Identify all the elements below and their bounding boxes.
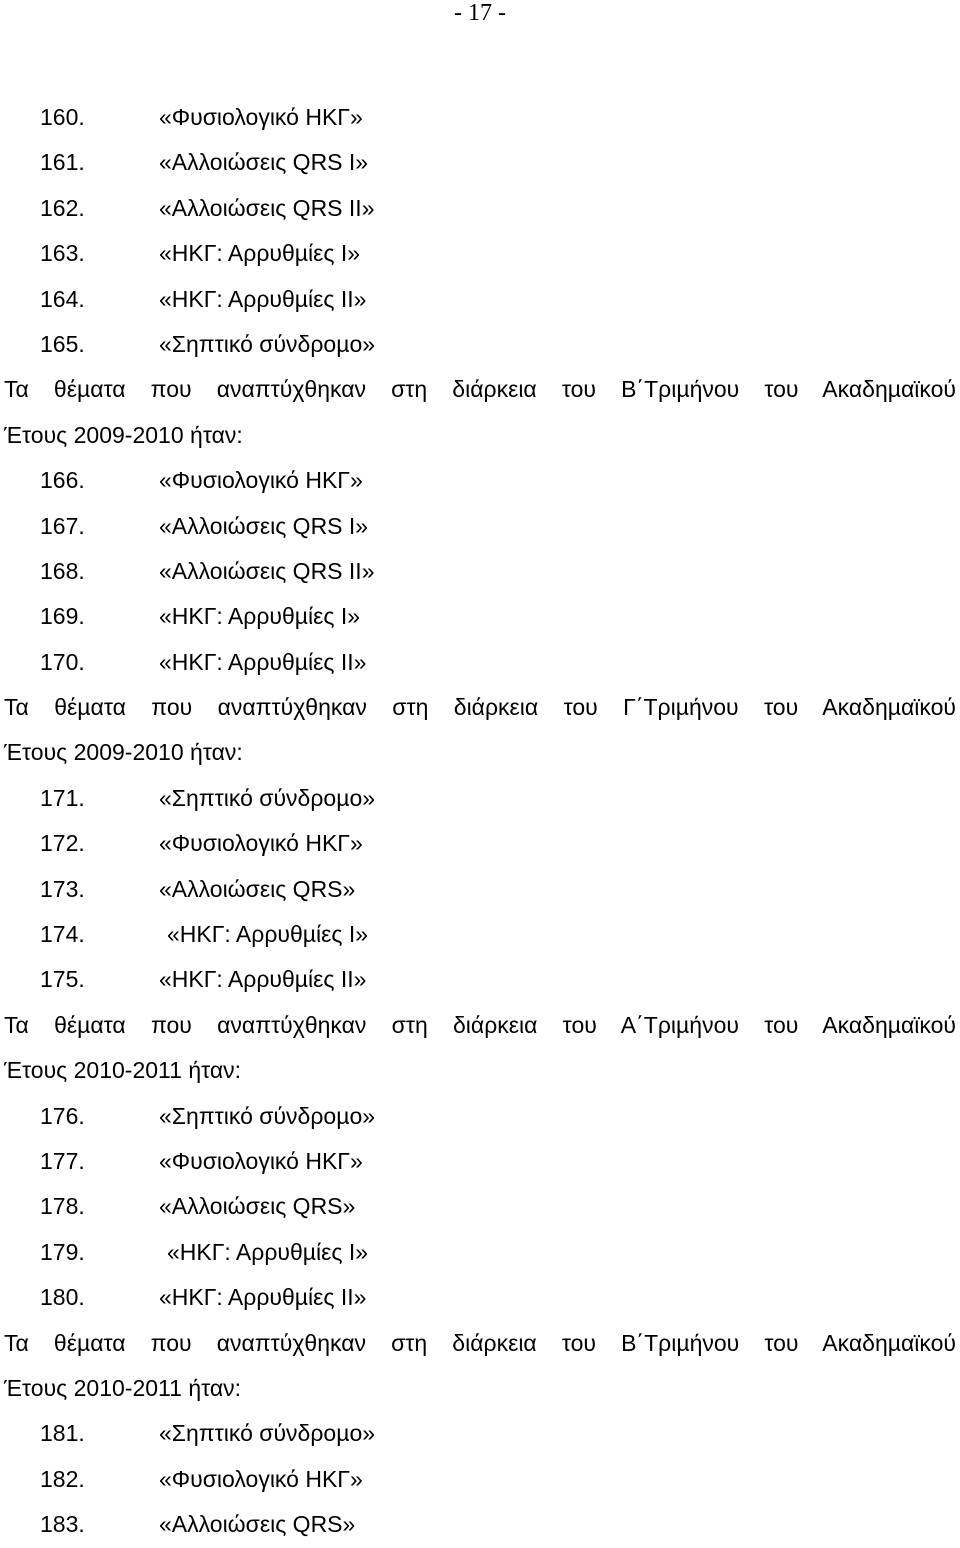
item-number: 175. (40, 966, 85, 993)
list-item (0, 1094, 960, 1139)
list-item (0, 186, 960, 231)
section-heading: Τα θέµατα που αναπτύχθηκαν στη διάρκεια του Γ΄Τριµήνου του Ακαδηµαϊκού (4, 694, 956, 721)
list-item (0, 231, 960, 276)
list-item (0, 1457, 960, 1502)
section-heading: Τα θέµατα που αναπτύχθηκαν στη διάρκεια του Β΄Τριµήνου του Ακαδηµαϊκού (4, 1329, 956, 1356)
list-item (0, 957, 960, 1002)
item-number: 183. (40, 1511, 85, 1538)
item-number: 172. (40, 830, 85, 857)
item-title: «Αλλοιώσεις QRS II» (159, 557, 375, 584)
section-heading-end: Έτους 2009-2010 ήταν: (4, 739, 243, 766)
list-item (0, 776, 960, 821)
list-item (0, 458, 960, 503)
section-heading: Τα θέµατα που αναπτύχθηκαν στη διάρκεια του Β΄Τριµήνου του Ακαδηµαϊκού (4, 376, 956, 403)
list-item (0, 140, 960, 185)
list-item (0, 867, 960, 912)
item-number: 168. (40, 557, 85, 584)
item-number: 173. (40, 875, 85, 902)
item-number: 160. (40, 104, 85, 130)
item-title: «Αλλοιώσεις QRS I» (159, 512, 369, 539)
list-item (0, 504, 960, 549)
item-number: 171. (40, 784, 85, 811)
item-title: «ΗΚΓ: Αρρυθµίες II» (159, 285, 367, 312)
item-title: «ΗΚΓ: Αρρυθµίες II» (159, 648, 367, 675)
item-title: «Φυσιολογικό ΗΚΓ» (159, 1147, 363, 1174)
item-title: «Φυσιολογικό ΗΚΓ» (159, 830, 363, 857)
item-number: 181. (40, 1420, 85, 1447)
item-number: 162. (40, 194, 85, 221)
item-number: 169. (40, 603, 85, 630)
item-number: 174. (40, 921, 85, 948)
section-heading: Τα θέµατα που αναπτύχθηκαν στη διάρκεια του Α΄Τριµήνου του Ακαδηµαϊκού (4, 1011, 956, 1038)
item-title: «Φυσιολογικό ΗΚΓ» (159, 104, 363, 130)
list-item (0, 912, 960, 957)
document-body (0, 95, 960, 1548)
item-number: 166. (40, 467, 85, 494)
item-number: 179. (40, 1238, 85, 1265)
item-title: «ΗΚΓ: Αρρυθµίες II» (159, 1284, 367, 1311)
list-item (0, 1184, 960, 1229)
item-number: 161. (40, 149, 85, 176)
item-number: 180. (40, 1284, 85, 1311)
item-number: 164. (40, 285, 85, 312)
item-title: «Σηπτικό σύνδροµο» (159, 1420, 376, 1447)
item-title: «Αλλοιώσεις QRS» (159, 1193, 356, 1220)
item-number: 163. (40, 240, 85, 267)
list-item (0, 640, 960, 685)
item-title: «Σηπτικό σύνδροµο» (159, 330, 376, 357)
list-item (0, 277, 960, 322)
item-title: «ΗΚΓ: Αρρυθµίες I» (159, 603, 361, 630)
list-item (0, 1275, 960, 1320)
item-title: «Αλλοιώσεις QRS II» (159, 194, 375, 221)
list-item (0, 1230, 960, 1275)
section-heading-end: Έτους 2009-2010 ήταν: (4, 421, 243, 448)
item-title: «Αλλοιώσεις QRS I» (159, 149, 369, 176)
list-item (0, 549, 960, 594)
item-title: «ΗΚΓ: Αρρυθµίες I» (167, 921, 369, 948)
list-item (0, 594, 960, 639)
item-title: «ΗΚΓ: Αρρυθµίες II» (159, 966, 367, 993)
item-title: «Σηπτικό σύνδροµο» (159, 1102, 376, 1129)
item-title: «Αλλοιώσεις QRS» (159, 1511, 356, 1538)
item-number: 165. (40, 330, 85, 357)
list-item (0, 821, 960, 866)
item-title: «Αλλοιώσεις QRS» (159, 875, 356, 902)
item-number: 182. (40, 1465, 85, 1492)
item-number: 176. (40, 1102, 85, 1129)
list-item (0, 322, 960, 367)
list-item (0, 1411, 960, 1456)
item-number: 177. (40, 1147, 85, 1174)
list-item (0, 95, 960, 140)
item-number: 167. (40, 512, 85, 539)
item-title: «Σηπτικό σύνδροµο» (159, 784, 376, 811)
item-title: «ΗΚΓ: Αρρυθµίες I» (167, 1238, 369, 1265)
item-number: 178. (40, 1193, 85, 1220)
section-heading-end: Έτους 2010-2011 ήταν: (4, 1374, 242, 1401)
item-number: 170. (40, 648, 85, 675)
list-item (0, 1139, 960, 1184)
item-title: «Φυσιολογικό ΗΚΓ» (159, 1465, 363, 1492)
page-number: - 17 - (454, 0, 506, 26)
section-heading-end: Έτους 2010-2011 ήταν: (4, 1057, 242, 1084)
item-title: «ΗΚΓ: Αρρυθµίες I» (159, 240, 361, 267)
item-title: «Φυσιολογικό ΗΚΓ» (159, 467, 363, 494)
